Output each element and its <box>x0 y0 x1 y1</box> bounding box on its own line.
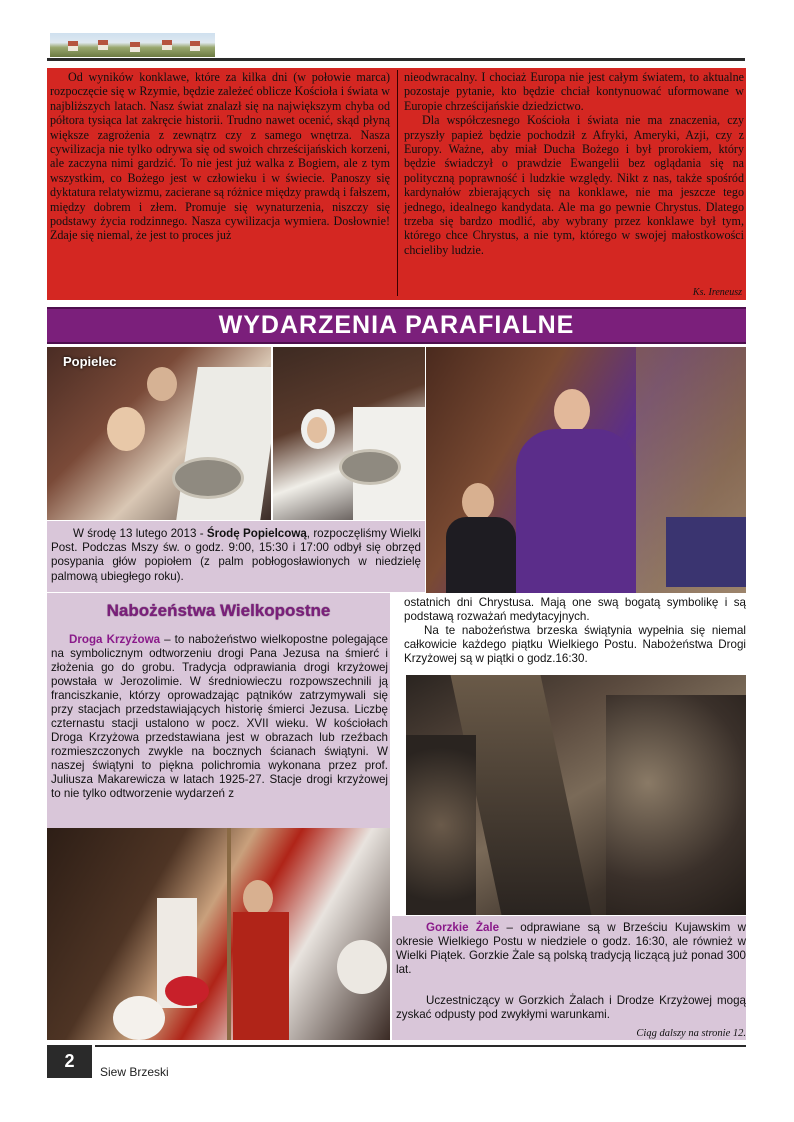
editorial-signature: Ks. Ireneusz <box>692 287 742 298</box>
column-divider <box>397 70 398 296</box>
header-town-photo <box>50 33 215 57</box>
caption-intro: W środę 13 lutego 2013 - <box>73 527 207 540</box>
gorzkie-zale-text <box>396 921 746 977</box>
photo-label-popielec: Popielec <box>63 354 117 369</box>
caption-rest: , rozpoczęliśmy Wielki Post. Podczas Mszy św. o godz. 9:00, 15:30 i 17:00 odbył się obrzęd posypania głów popiołem (z palm pobłogosławionych w niedzielę palmową ubiegłego roku). <box>51 527 421 583</box>
church-crowd-photo <box>406 675 746 915</box>
lent-services-panel <box>47 593 390 828</box>
editorial-left-column <box>50 70 390 243</box>
way-of-cross-body: – to nabożeństwo wielkopostne polegające na symbolicznym odtworzeniu drogi Pana Jezusa na śmierć i złożenia go do grobu. Tradycja odprawiania drogi krzyżowej powstała w Jerozolimie. W średniowieczu rozpowszechnili ją franciszkanie, którzy oprowadzając pątników zatrzymywali się przy stacjach przedstawiających historię śmierci Jezusa. Liczbę czternastu stacji ustalono w pocz. XVII wieku. W kościołach Droga Krzyżowa przedstawiana jest w obrazach lub rzeźbach rozmieszczonych zwykle na bocznych ścianach świątyni. W naszej świątyni to piękna polichromia wykonana przez prof. Juliusza Makarewicza w latach 1925-27. Stacje drogi krzyżowej to nie tylko odtworzenie wydarzeń z <box>51 633 389 800</box>
header-rule <box>47 58 745 61</box>
continued-note: Ciąg dalszy na stronie 12. <box>636 1028 746 1039</box>
ash-wednesday-caption <box>47 521 425 592</box>
editorial-right-text-1: nieodwracalny. I chociaż Europa nie jest całym światem, to aktualne pozostaje pytanie, kto będzie chciał kontynuować uformowane w Europie chrześcijańskie dziedzictwo. <box>404 70 744 113</box>
indulgence-text: Uczestniczący w Gorzkich Żalach i Drodze Krzyżowej mogą zyskać odpusty pod zwykłymi warunkami. <box>396 994 746 1021</box>
continued-note-box <box>392 1028 746 1042</box>
ash-wednesday-photo-2 <box>273 347 425 520</box>
fridays-text: Na te nabożeństwa brzeska świątynia wypełnia się niemal całkowicie każdego piątku Wielkiego Postu. Nabożeństwa Drogi Krzyżowej są w piątki o godz.16:30. <box>404 624 746 665</box>
ash-wednesday-photo-3 <box>426 347 746 593</box>
editorial-left-text: Od wyników konklawe, które za kilka dni (w połowie marca) rozpoczęcie się w Rzymie, będzie zależeć oblicze Kościoła i świata w najbliższych latach. Nasz świat znalazł się na największym chyba od półtora tysiąca lat zakręcie historii. Trudno nawet ocenić, skąd płyną większe zagrożenia z zewnątrz czy z samego wnętrza. Nasza cywilizacja nie tylko odrywa się od swoich chrześcijańskich korzeni, ale zaczyna nimi gardzić. To nie jest już walka z Bogiem, ale z tym wszystkim, co Bożego jest w człowieku i w świecie. Panoszy się dyktatura relatywizmu, zacierane są różnice między prawdą i fałszem, między dobrem i złem. Promuje się wynaturzenia, niszczy się podstawy życia rodzinnego. Nasza cywilizacja wymiera. Dosłownie! Zdaje się niemal, że jest to proces już <box>50 70 390 243</box>
caption-highlight: Środę Popielcową <box>206 527 307 540</box>
ash-wednesday-caption-text <box>51 527 421 584</box>
gorzkie-zale-label: Gorzkie Żale <box>426 921 500 934</box>
editorial-right-column <box>404 70 744 257</box>
gorzkie-zale-panel <box>392 916 746 1040</box>
page-number: 2 <box>47 1045 92 1078</box>
editorial-box <box>47 68 746 300</box>
ash-wednesday-photo-1 <box>47 347 271 520</box>
lent-services-continuation <box>404 596 746 666</box>
continuation-text: ostatnich dni Chrystusa. Mają one swą bogatą symbolikę i są podstawą rozważań medytacyjnych. <box>404 596 746 623</box>
section-banner <box>47 307 746 344</box>
gorzkie-zale-body: – odprawiane są w Brześciu Kujawskim w okresie Wielkiego Postu w niedziele o godz. 16:30, ale również w Wielki Piątek. Gorzkie Żale są polską tradycją liczącą już ponad 300 lat. <box>396 921 746 976</box>
way-of-cross-label: Droga Krzyżowa <box>69 633 161 646</box>
way-of-cross-photo <box>47 828 390 1040</box>
way-of-cross-text <box>51 633 388 801</box>
banner-title: WYDARZENIA PARAFIALNE <box>218 311 575 339</box>
editorial-right-text-2: Dla współczesnego Kościoła i świata nie ma znaczenia, czy przyszły papież będzie pochodził z Afryki, Ameryki, Azji, czy z Europy. Ważne, aby miał Ducha Bożego i był prorokiem, który będzie świadczył o prawdzie Ewangelii bez oglądania się na polityczną poprawność i ludzkie względy. Nikt z nas, także spośród kardynałów zbierających się na konklawe, nie ma jeszcze tego jednego, idealnego kandydata. Ale ma go pewnie Chrystus. Dlatego trzeba się bardzo modlić, aby wybrany przez konklawe był tym, którego chce Chrystus, a nie tym, którego w swojej małostkowości chcieliby ludzie. <box>404 113 744 257</box>
footer-rule <box>95 1045 746 1047</box>
lent-services-title: Nabożeństwa Wielkopostne <box>106 601 331 620</box>
publication-name: Siew Brzeski <box>100 1065 169 1079</box>
